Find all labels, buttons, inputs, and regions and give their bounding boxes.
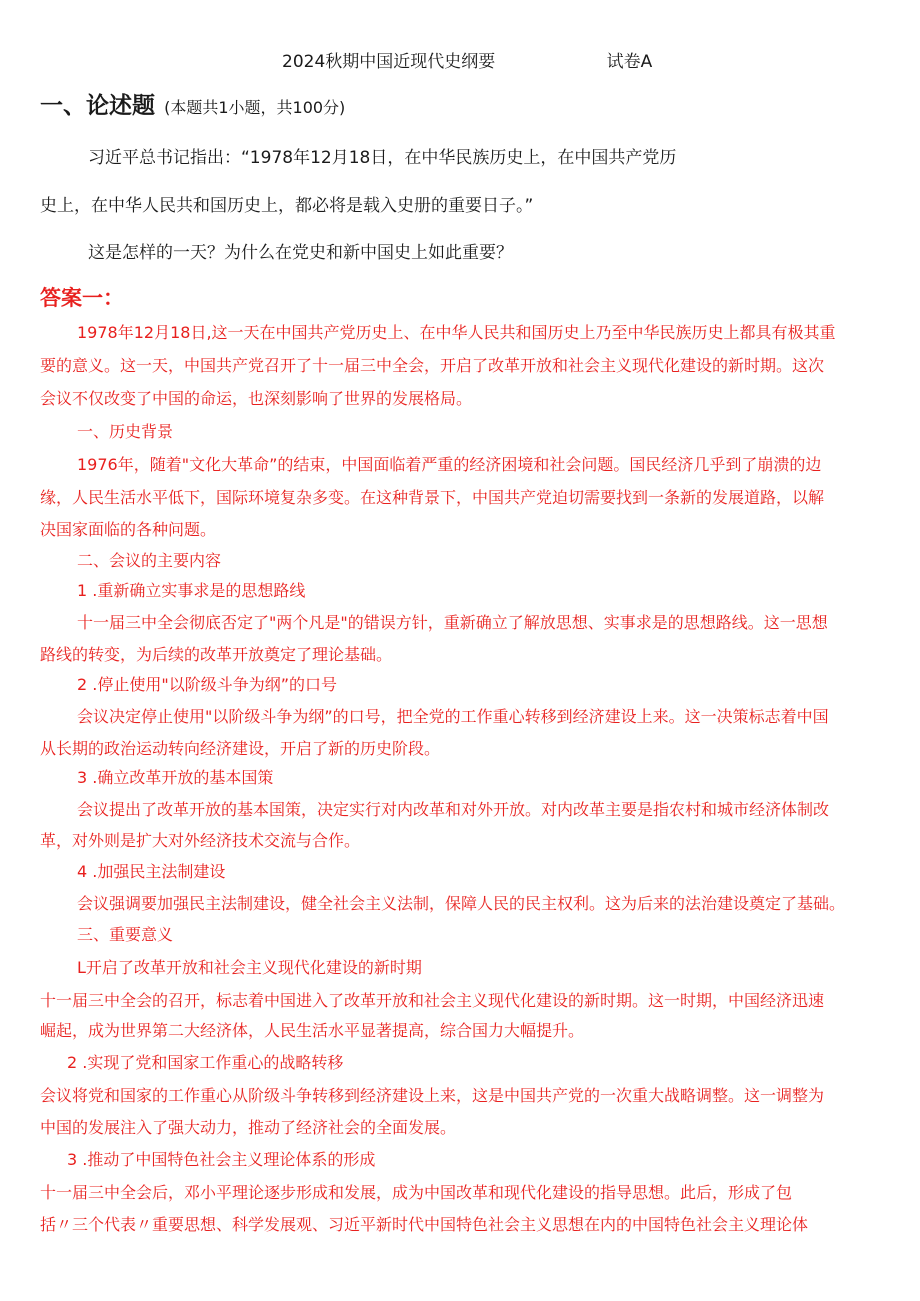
answer-line: 会议将党和国家的工作重心从阶级斗争转移到经济建设上来，这是中国共产党的一次重大战略调整。这一调整为 <box>40 1086 825 1105</box>
answer-item-title: 2 .停止使用"以阶级斗争为纲”的口号 <box>77 675 338 694</box>
answer-item-title: 1 .重新确立实事求是的思想路线 <box>77 581 306 600</box>
answer-item-title: 3 .推动了中国特色社会主义理论体系的形成 <box>67 1150 376 1169</box>
paper-label: 试卷A <box>606 52 653 72</box>
answer-subheading: 一、历史背景 <box>77 422 174 441</box>
answer-line: 十一届三中全会后，邓小平理论逐步形成和发展，成为中国改革和现代化建设的指导思想。此后，形成了包 <box>40 1183 793 1202</box>
answer-item-title: 3 .确立改革开放的基本国策 <box>77 768 274 787</box>
answer-line: 要的意义。这一天，中国共产党召开了十一届三中全会，开启了改革开放和社会主义现代化建设的新时期。这次 <box>40 356 825 375</box>
question-line: 这是怎样的一天？为什么在党史和新中国史上如此重要？ <box>88 243 513 263</box>
question-line: 史上，在中华人民共和国历史上，都必将是载入史册的重要日子。” <box>40 196 534 216</box>
answer-line: 十一届三中全会的召开，标志着中国进入了改革开放和社会主义现代化建设的新时期。这一时期，中国经济迅速 <box>40 991 825 1010</box>
answer-item-title: 4 .加强民主法制建设 <box>77 862 226 881</box>
answer-line: 1978年12月18日,这一天在中国共产党历史上、在中华人民共和国历史上乃至中华民族历史上都具有极其重 <box>77 323 836 342</box>
answer-line: 会议提出了改革开放的基本国策，决定实行对内改革和对外开放。对内改革主要是指农村和城市经济体制改 <box>77 800 830 819</box>
question-line: 习近平总书记指出：“1978年12月18日，在中华民族历史上，在中国共产党历 <box>88 148 677 168</box>
answer-line: 括〃三个代表〃重要思想、科学发展观、习近平新时代中国特色社会主义思想在内的中国特色社会主义理论体 <box>40 1215 809 1234</box>
answer-subheading: 二、会议的主要内容 <box>77 551 222 570</box>
document-title <box>282 51 652 73</box>
section-heading <box>40 95 345 119</box>
answer-subheading: 三、重要意义 <box>77 925 174 944</box>
course-title: 2024秋期中国近现代史纲要 <box>282 52 496 72</box>
answer-line: 会议强调要加强民主法制建设，健全社会主义法制，保障人民的民主权利。这为后来的法治建设奠定了基础。 <box>77 894 846 913</box>
answer-line: 从长期的政治运动转向经济建设，开启了新的历史阶段。 <box>40 739 441 758</box>
answer-line: 1976年，随着"文化大革命”的结束，中国面临着严重的经济困境和社会问题。国民经济几乎到了崩溃的边 <box>77 455 822 474</box>
answer-line: 崛起，成为世界第二大经济体，人民生活水平显著提高，综合国力大幅提升。 <box>40 1021 585 1040</box>
answer-line: 中国的发展注入了强大动力，推动了经济社会的全面发展。 <box>40 1118 457 1137</box>
answer-heading: 答案一： <box>40 286 124 310</box>
answer-item-title: L开启了改革开放和社会主义现代化建设的新时期 <box>77 958 422 977</box>
section-subtitle: (本题共1小题，共100分) <box>164 98 346 117</box>
answer-line: 会议决定停止使用"以阶级斗争为纲”的口号，把全党的工作重心转移到经济建设上来。这一决策标志着中国 <box>77 707 829 726</box>
answer-item-title: 2 .实现了党和国家工作重心的战略转移 <box>67 1053 344 1072</box>
answer-line: 决国家面临的各种问题。 <box>40 520 217 539</box>
answer-line: 路线的转变，为后续的改革开放奠定了理论基础。 <box>40 645 393 664</box>
answer-line: 会议不仅改变了中国的命运，也深刻影响了世界的发展格局。 <box>40 389 473 408</box>
answer-line: 十一届三中全会彻底否定了"两个凡是"的错误方针，重新确立了解放思想、实事求是的思想路线。这一思想 <box>77 613 828 632</box>
section-title: 一、论述题 <box>40 93 155 119</box>
answer-line: 革，对外则是扩大对外经济技术交流与合作。 <box>40 831 361 850</box>
answer-line: 缘，人民生活水平低下，国际环境复杂多变。在这种背景下，中国共产党迫切需要找到一条新的发展道路，以解 <box>40 488 825 507</box>
